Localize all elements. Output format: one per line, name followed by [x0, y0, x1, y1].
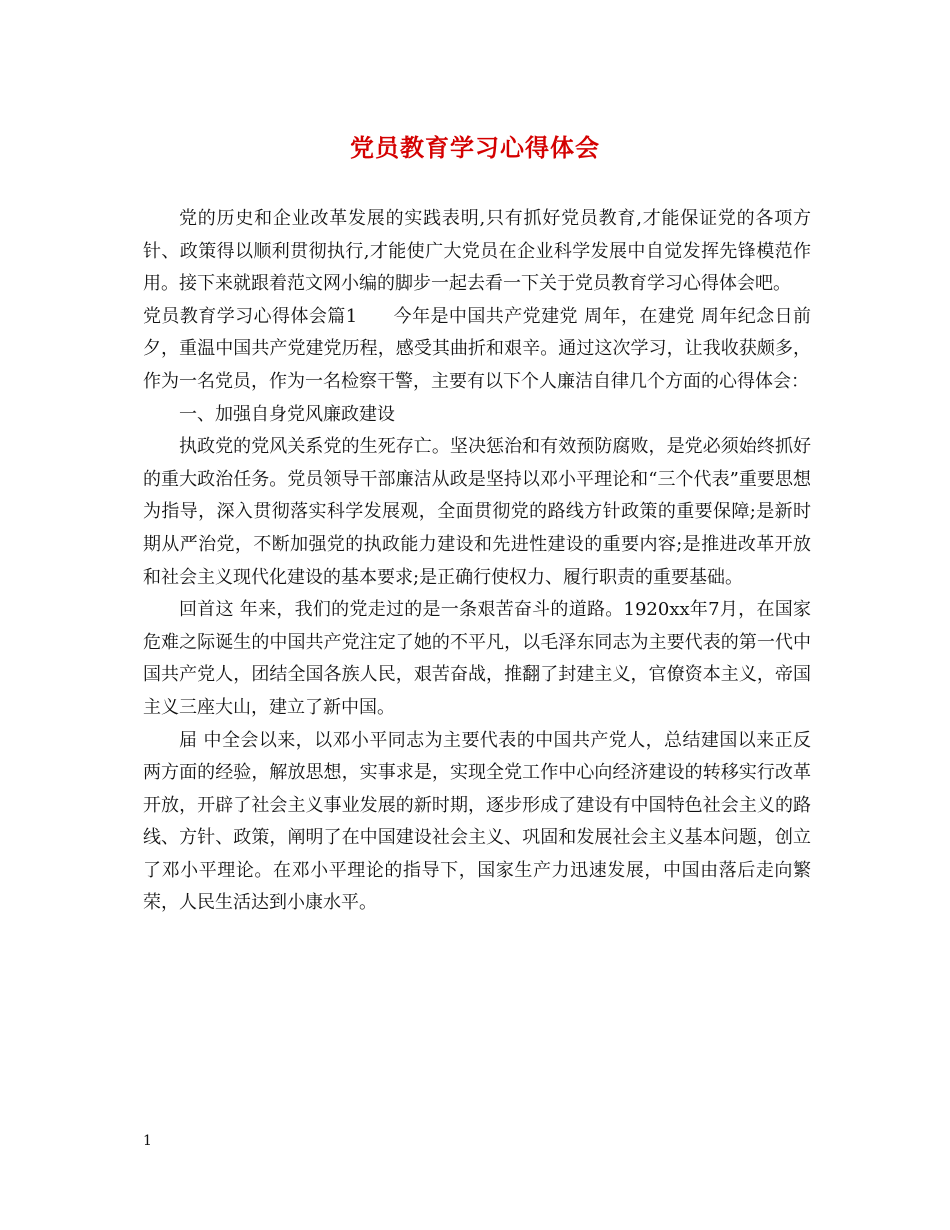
paragraph-party-style: 执政党的党风关系党的生死存亡。坚决惩治和有效预防腐败，是党必须始终抓好的重大政治任务。党员领导干部廉洁从政是坚持以邓小平理论和“三个代表”重要思想为指导，深入贯彻落实科学发展观，全面贯彻党的路线方针政策的重要保障;是新时期从严治党，不断加强党的执政能力建设和先进性建设的重要内容;是推进改革开放和社会主义现代化建设的基本要求;是正确行使权力、履行职责的重要基础。: [143, 436, 811, 588]
paragraph-reform: 届 中全会以来，以邓小平同志为主要代表的中国共产党人，总结建国以来正反两方面的经验，解放思想，实事求是，实现全党工作中心向经济建设的转移实行改革开放，开辟了社会主义事业发展的新时期，逐步形成了建设有中国特色社会主义的路线、方针、政策，阐明了在中国建设社会主义、巩固和发展社会主义基本问题，创立了邓小平理论。在邓小平理论的指导下，国家生产力迅速发展，中国由落后走向繁荣，人民生活达到小康水平。: [143, 729, 811, 914]
part1-paragraph: [143, 301, 811, 399]
paragraph-history: 回首这 年来，我们的党走过的是一条艰苦奋斗的道路。1920xx年7月，在国家危难之际诞生的中国共产党注定了她的不平凡，以毛泽东同志为主要代表的第一代中国共产党人，团结全国各族人民，艰苦奋战，推翻了封建主义，官僚资本主义，帝国主义三座大山，建立了新中国。: [143, 599, 811, 718]
section1-heading: 一、加强自身党风廉政建设: [179, 403, 395, 425]
document-title: 党员教育学习心得体会: [350, 133, 600, 162]
page-number: 1: [143, 1133, 152, 1149]
part1-intro: 今年是中国共产党建党 周年，在建党 周年纪念日前夕，重温中国共产党建党历程，感受其曲折和艰辛。通过这次学习，让我收获颇多，作为一名党员，作为一名检察干警，主要有以下个人廉洁自律几个方面的心得体会：: [143, 305, 811, 392]
document-body: [143, 203, 811, 920]
part1-heading: 党员教育学习心得体会篇1: [143, 305, 358, 327]
intro-paragraph: 党的历史和企业改革发展的实践表明,只有抓好党员教育,才能保证党的各项方针、政策得以顺利贯彻执行,才能使广大党员在企业科学发展中自觉发挥先锋模范作用。接下来就跟着范文网小编的脚步一起去看一下关于党员教育学习心得体会吧。: [143, 208, 811, 295]
